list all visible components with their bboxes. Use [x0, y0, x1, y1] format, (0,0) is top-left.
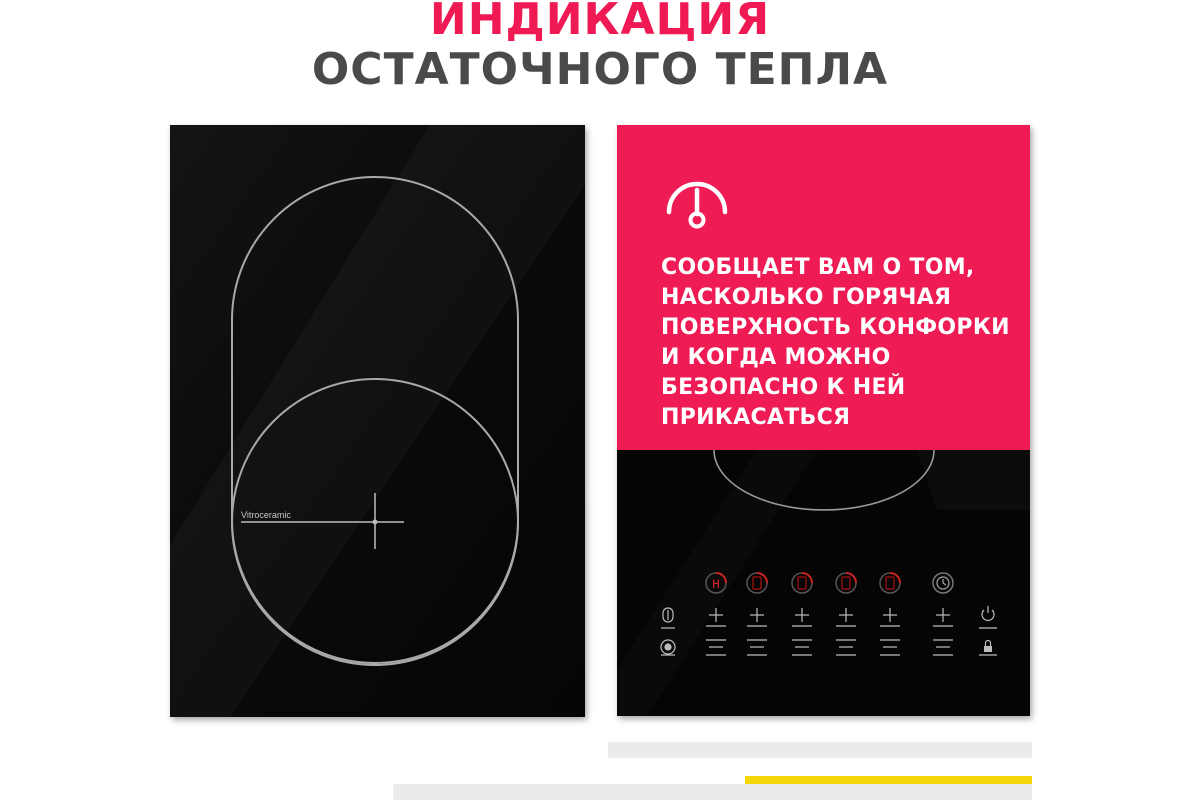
- zone-center-dot: [373, 520, 378, 525]
- timer-icon[interactable]: [933, 573, 953, 593]
- plus-button[interactable]: [792, 608, 812, 626]
- zone-indicator-3[interactable]: [792, 573, 812, 593]
- power-icon[interactable]: [982, 606, 994, 620]
- description-line: БЕЗОПАСНО К НЕЙ: [661, 375, 906, 400]
- minus-button[interactable]: [792, 640, 812, 655]
- cooktop-image: [170, 125, 585, 717]
- lock-icon[interactable]: [979, 641, 997, 656]
- description-line: И КОГДА МОЖНО: [661, 345, 891, 370]
- zone-indicator-2[interactable]: [747, 573, 767, 593]
- cooktop-glass-drawing: [170, 125, 585, 717]
- minus-button[interactable]: [933, 640, 953, 655]
- description-line: ПРИКАСАТЬСЯ: [661, 405, 851, 430]
- title-line-1: ИНДИКАЦИЯ: [429, 0, 771, 45]
- zone-indicator-4[interactable]: [836, 573, 856, 593]
- zone-display-value: H: [712, 577, 720, 592]
- plus-button[interactable]: [933, 608, 953, 626]
- minus-button[interactable]: [747, 640, 767, 655]
- plus-button[interactable]: [880, 608, 900, 626]
- minus-button[interactable]: [836, 640, 856, 655]
- control-panel-drawing: [617, 450, 1030, 716]
- minus-button[interactable]: [706, 640, 726, 655]
- brand-label: Vitroceramic: [241, 510, 291, 520]
- decorative-strip: [393, 784, 1032, 800]
- plus-button[interactable]: [747, 608, 767, 626]
- feature-card: [617, 125, 1030, 716]
- minus-button[interactable]: [880, 640, 900, 655]
- control-panel-photo: [617, 450, 1030, 716]
- description-line: ПОВЕРХНОСТЬ КОНФОРКИ: [661, 315, 1010, 340]
- description-line: НАСКОЛЬКО ГОРЯЧАЯ: [661, 285, 952, 310]
- decorative-strip: [608, 742, 1032, 758]
- gauge-icon: [664, 180, 730, 234]
- feature-description-box: [617, 125, 1030, 450]
- plus-button[interactable]: [836, 608, 856, 626]
- description-line: СООБЩАЕТ ВАМ О ТОМ,: [661, 255, 975, 280]
- title-line-2: ОСТАТОЧНОГО ТЕПЛА: [311, 44, 889, 95]
- feature-description: [661, 253, 1030, 433]
- zone-indicator-5[interactable]: [880, 573, 900, 593]
- decorative-strip-yellow: [745, 776, 1032, 784]
